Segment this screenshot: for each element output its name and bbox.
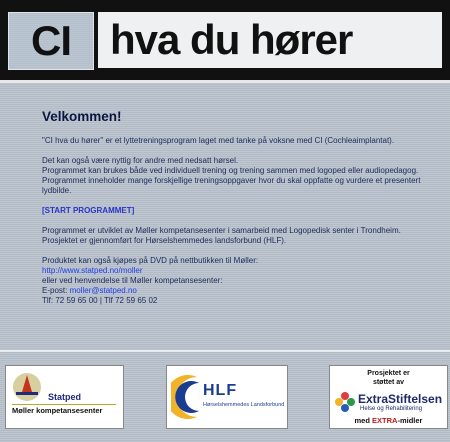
statped-name: Statped	[48, 392, 82, 402]
statped-logo[interactable]	[5, 365, 124, 429]
welcome-heading: Velkommen!	[42, 109, 122, 124]
extra-top-line2: støttet av	[372, 379, 405, 386]
extra-sub: Helse og Rehabilitering	[360, 406, 423, 412]
intro-text: "CI hva du hører" er et lyttetreningsprogram laget med tanke på voksne med CI (Cochleaimplantat).	[42, 136, 395, 145]
para2-line2: Prosjektet er gjennomført for Hørselshemmedes landsforbund (HLF).	[42, 236, 287, 245]
extra-bottom	[330, 416, 447, 425]
statped-bar	[12, 404, 116, 405]
page-title: hva du hører	[110, 16, 353, 63]
start-program-link[interactable]: [START PROGRAMMET]	[42, 206, 135, 215]
ci-logo-text: CI	[31, 17, 71, 64]
email-label: E-post:	[42, 286, 70, 295]
extra-flower-icon	[333, 390, 357, 414]
para1-line2: Programmet kan brukes både ved individuell trening og trening sammen med logoped eller audiopedagog.	[42, 166, 419, 175]
statped-sub: Møller kompetansesenter	[12, 406, 103, 415]
email-row	[42, 286, 434, 296]
para3-line1: Produktet kan også kjøpes på DVD på nettbutikken til Møller:	[42, 256, 259, 265]
main-content	[42, 110, 434, 306]
para3-line2: eller ved henvendelse til Møller kompetansesenter:	[42, 276, 223, 285]
extra-bottom-pre: med	[354, 416, 373, 425]
email-link[interactable]: moller@statped.no	[69, 286, 137, 295]
title-box	[98, 12, 442, 68]
ci-logo-box	[8, 12, 94, 70]
statped-url-link[interactable]: http://www.statped.no/moller	[42, 266, 143, 275]
header-banner	[0, 0, 450, 83]
para1-line3: Programmet inneholder mange forskjellige treningsoppgaver hvor du skal oppfatte og vurdere et presentert lydbilde.	[42, 176, 421, 195]
hlf-logo[interactable]	[166, 365, 288, 429]
hlf-crescent-icon	[171, 373, 201, 421]
extra-name: ExtraStiftelsen	[358, 392, 443, 406]
hlf-sub: Hørselshemmedes Landsforbund	[203, 402, 285, 408]
extra-bottom-post: -midler	[397, 416, 423, 425]
extra-bottom-brand: EXTRA	[372, 416, 398, 425]
phone-text: Tlf: 72 59 65 00 | Tlf 72 59 65 02	[42, 296, 158, 305]
extra-top-text	[330, 369, 447, 387]
hlf-name: HLF	[203, 382, 238, 399]
footer-divider	[0, 350, 450, 352]
statped-icon	[10, 370, 44, 404]
para2-line1: Programmet er utviklet av Møller kompetansesenter i samarbeid med Logopedisk senter i Trondheim.	[42, 226, 401, 235]
extra-top-line1: Prosjektet er	[367, 370, 410, 377]
extrastiftelsen-logo[interactable]	[329, 365, 448, 429]
para1-line1: Det kan også være nyttig for andre med nedsatt hørsel.	[42, 156, 239, 165]
